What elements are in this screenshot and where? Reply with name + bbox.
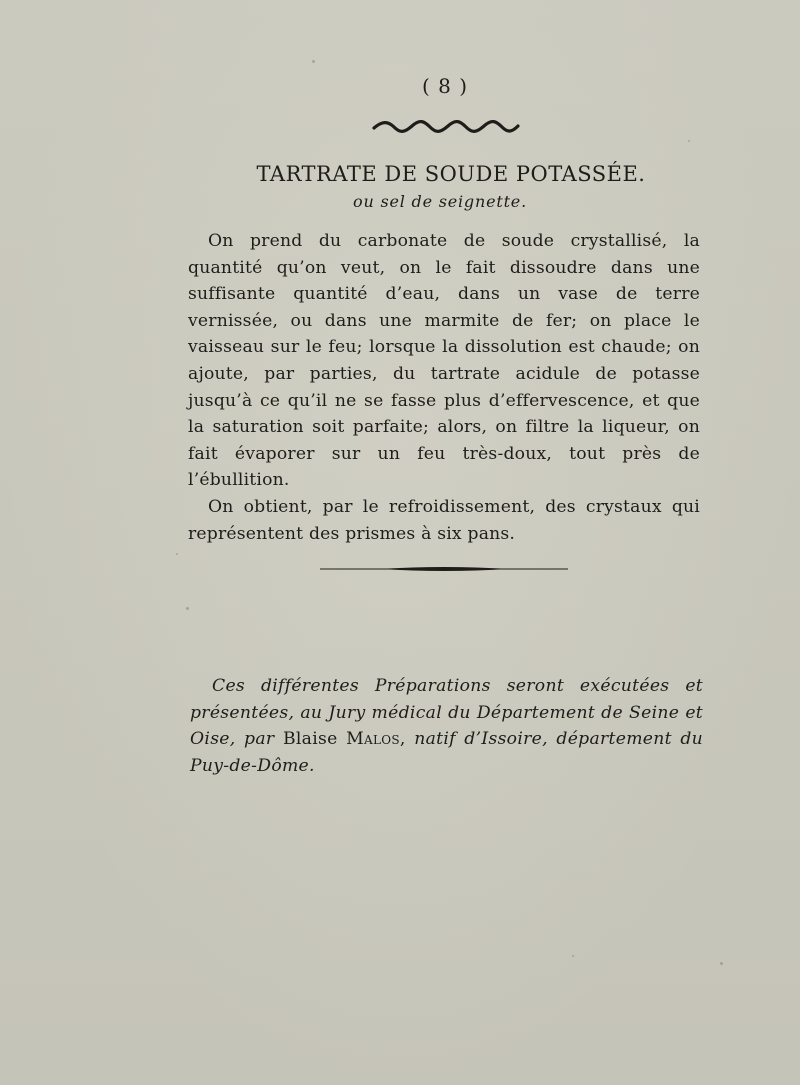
page-number: ( 8 ) [421, 74, 469, 98]
credit-origin: natif d’Issoire, département du Puy-de-Dôme. [190, 729, 704, 776]
document-title: TARTRATE DE SOUDE POTASSÉE. [256, 162, 646, 186]
name-separator: , [399, 729, 406, 749]
paragraph-preparation: On prend du carbonate de soude crystallisé, la quantité qu’on veut, on le fait dissoudre dans une suffisante quantité d’eau, dans un vase de terre vernissée, ou dans une marmite de fer; on place le vaisseau sur le feu; lorsque la dissolution est chaude; on ajoute, par parties, du tartrate acidule de potasse jusqu’à ce qu’il ne se fasse plus d’effervescence, et que la saturation soit parfaite; alors, on filtre la liqueur, on fait évaporer sur un feu très-doux, tout près de l’ébullition. [188, 231, 700, 491]
credit-intro: Ces différentes Préparations seront exécutées et présentées, au Jury médical du Département de Seine et Oise, par [190, 676, 703, 749]
separator-rule [320, 566, 568, 572]
paragraph-result: On obtient, par le refroidissement, des crystaux qui représentent des prismes à six pans. [188, 496, 700, 544]
body-text [188, 228, 700, 547]
author-last-name: Malos [346, 729, 400, 749]
credit-note [190, 673, 703, 779]
wavy-ornament-icon [372, 120, 520, 134]
author-first-name: Blaise [282, 729, 338, 749]
document-subtitle: ou sel de seignette. [353, 192, 527, 211]
